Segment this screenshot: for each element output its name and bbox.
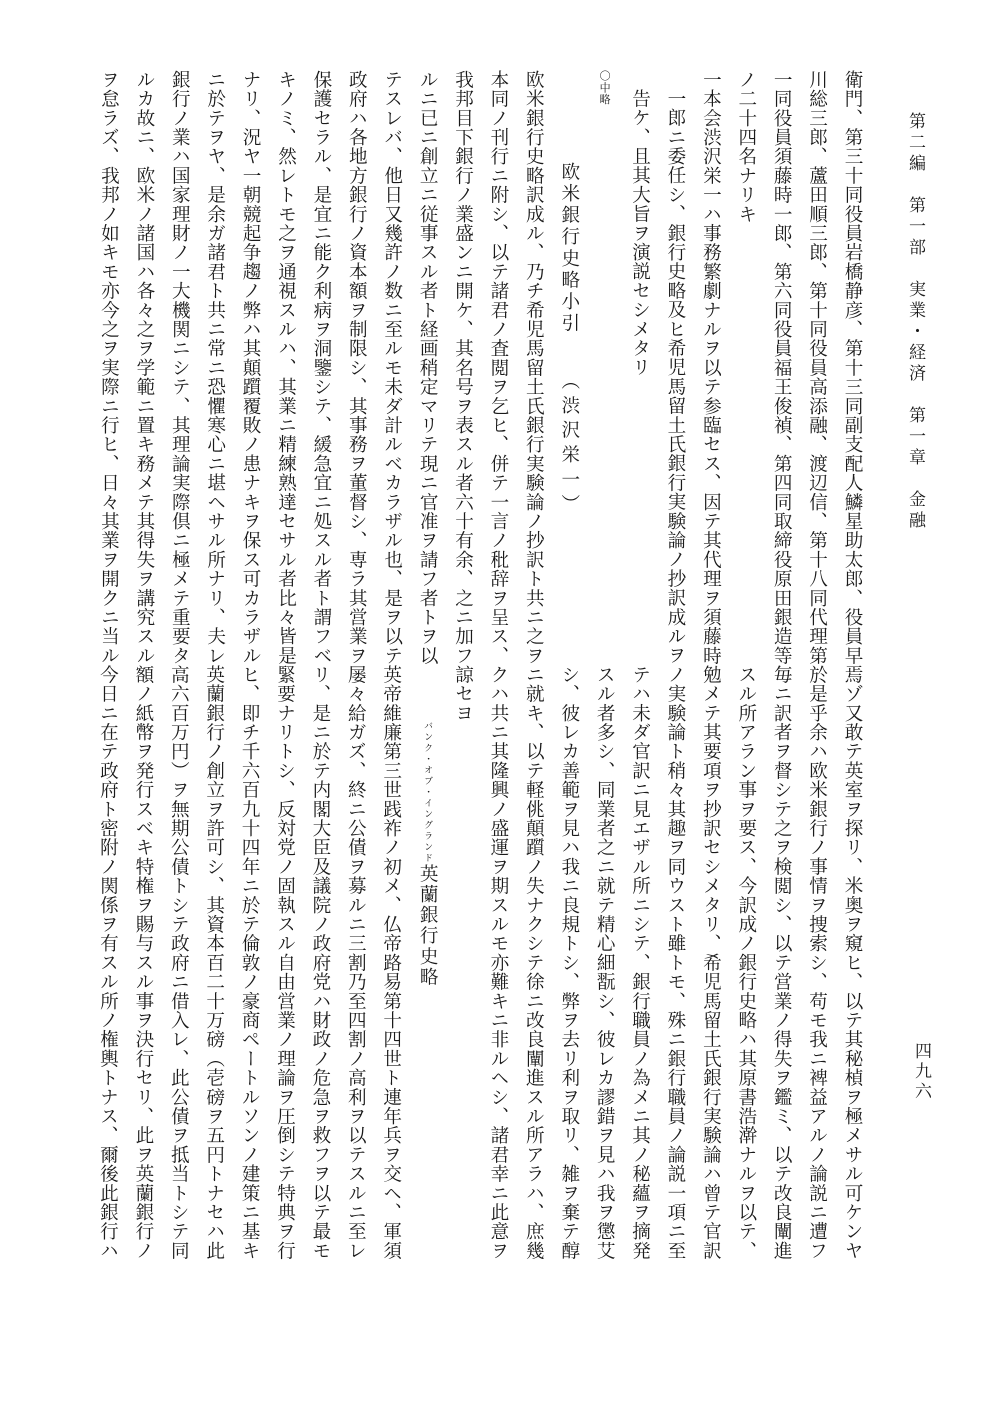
running-header: 第二編 第一部 実業・経済 第一章 金融: [905, 112, 925, 532]
column-text: 我邦目下銀行ノ業盛ンニ開ケ、其名号ヲ表スル者六十有余、之ニ加フ: [452, 70, 474, 666]
column-text: 毎ニ訳者ヲ督シテ之ヲ検閲シ、以テ営業ノ得失ヲ鑑ミ、以テ改良闡進: [771, 665, 793, 1261]
upper-column: [233, 70, 268, 666]
column-text: ルニ已ニ創立ニ従事スル者ト経画稍定マリテ現ニ官准ヲ請フ者トヲ以: [417, 70, 439, 666]
column-text: 欧米銀行史略訳成ル、乃チ希児馬留土氏銀行実験論ノ抄訳ト共ニ之ヲ: [523, 70, 545, 666]
lower-column: [196, 665, 231, 1261]
upper-column: [799, 70, 834, 666]
lower-column: [90, 665, 125, 1261]
section-author: （渋沢栄一）: [558, 370, 580, 519]
upper-column: [658, 70, 693, 665]
column-text: 屡々給ガズ、終ニ公債ヲ募ルニ三割乃至四割ノ高利ヲ以テスルニ至レ: [345, 665, 367, 1261]
lower-column: [303, 665, 338, 1261]
upper-column: [197, 70, 232, 666]
column-text: 一同役員須藤時一郎、第六同役員福王俊禎、第四同取締役原田銀造等: [771, 70, 793, 666]
lower-column: [658, 665, 693, 1261]
column-text: 緊要ナリトシ、反対党ノ固執スル自由営業ノ理論ヲ圧倒シテ特典ヲ行: [274, 665, 296, 1261]
column-text: 一郎ニ委任シ、銀行史略及ヒ希児馬留土氏銀行実験論ノ抄訳成ルヲ: [664, 89, 686, 665]
column-text: 額ノ紙幣ヲ発行スベキ特権ヲ賜与スル事ヲ決行セリ、此ヲ英蘭銀行ノ: [132, 665, 154, 1261]
page-number: 四九六: [911, 1042, 931, 1102]
lower-column: [161, 665, 196, 1261]
column-text: 保護セラル、是宜ニ能ク利病ヲ洞鑒シテ、緩急宜ニ処スル者ト謂フベ: [310, 70, 332, 666]
lower-column: [481, 665, 516, 1261]
column-text: ノ二十四名ナリキ: [735, 70, 757, 224]
column-text: ニ就キ、以テ軽佻顛躓ノ失ナクシテ徐ニ改良闡進スル所アラハ、庶幾: [523, 665, 545, 1261]
furigana-ruby: バンク・オブ・イングランド: [422, 721, 433, 864]
upper-column: [268, 70, 303, 666]
lower-column: [799, 665, 834, 1261]
column-text: テハ未ダ官訳ニ見エザル所ニシテ、銀行職員ノ為メニ其ノ秘蘊ヲ摘発: [629, 665, 651, 1261]
omission-note: 〇中略: [598, 70, 612, 105]
column-text: 川総三郎、蘆田順三郎、第十同役員高添融、渡辺信、第十八同代理第: [806, 70, 828, 666]
lower-column: [728, 665, 763, 1261]
column-text: ヒ、即チ千六百九十四年ニ於テ倫敦ノ豪商ペートルソンノ建策ニ基キ: [239, 665, 261, 1261]
column-text: キノミ、然レトモ之ヲ通視スルハ、其業ニ精練熟達セサル者比々皆是: [275, 70, 297, 666]
lower-column: [232, 665, 267, 1261]
lower-column: [267, 665, 302, 1261]
upper-column: [728, 70, 763, 650]
upper-column: [162, 70, 197, 666]
lower-column: [373, 665, 408, 1261]
upper-column: [764, 70, 799, 666]
lower-column: [409, 665, 445, 1205]
column-text: ルカ故ニ、欧米ノ諸国ハ各々之ヲ学範ニ置キ務メテ其得失ヲ講究スル: [133, 70, 155, 666]
lower-column: [338, 665, 373, 1261]
lower-column: [587, 665, 622, 1261]
column-text: 銀行ノ業ハ国家理財ノ一大機関ニシテ、其理論実際倶ニ極メテ重要タ: [169, 70, 191, 666]
column-text: 諒セヨ: [452, 665, 474, 723]
column-text: 本同ノ刊行ニ附シ、以テ諸君ノ査閲ヲ乞ヒ、併テ一言ノ秕辞ヲ呈ス、: [487, 70, 509, 666]
section-title: 英蘭銀行史略: [417, 864, 439, 988]
upper-column: [339, 70, 374, 666]
upper-column: [693, 70, 728, 666]
column-text: ニ於テヲヤ、是余ガ諸君ト共ニ常ニ恐懼寒心ニ堪ヘサル所ナリ、夫レ: [204, 70, 226, 666]
lower-column: [445, 665, 480, 1205]
lower-column: [693, 665, 728, 1261]
text-block-lower: [50, 665, 870, 1261]
column-text: 焉ゾ又敢テ英室ヲ探リ、米奥ヲ窺ヒ、以テ其秘楨ヲ極メサル可ケンヤ: [842, 665, 863, 1261]
upper-column: [516, 70, 551, 666]
lower-column: [516, 665, 551, 1261]
column-text: ノ実験論ト稍々其趣ヲ同ウスト雖トモ、殊ニ銀行職員ノ論説一項ニ至: [664, 665, 686, 1261]
upper-column: [91, 70, 126, 666]
upper-column: [481, 70, 516, 666]
column-text: 政府ハ各地方銀行ノ資本額ヲ制限シ、其事務ヲ董督シ、専ラ其営業ヲ: [346, 70, 368, 666]
lower-column: [551, 665, 586, 1261]
upper-column: [410, 70, 445, 666]
column-text: 於是乎余ハ欧米銀行ノ事情ヲ捜索シ、苟モ我ニ裨益アルノ論説ニ遭フ: [806, 665, 828, 1261]
column-text: 勉メテ其要項ヲ抄訳セシメタリ、希児馬留土氏銀行実験論ハ曾テ官訳: [700, 665, 722, 1261]
column-text: テスレバ、他日又幾許ノ数ニ至ルモ未ダ計ルベカラザル也、是ヲ以テ: [381, 70, 403, 666]
column-text: シ、彼レカ善範ヲ見ハ我ニ良規トシ、弊ヲ去リ利ヲ取リ、雑ヲ棄テ醇: [558, 665, 580, 1261]
upper-column: [304, 70, 339, 666]
column-text: 告ケ、且其大旨ヲ演説セシメタリ: [629, 89, 651, 377]
lower-column: [622, 665, 657, 1261]
upper-column: [551, 70, 586, 650]
column-text: クハ共ニ其隆興ノ盛運ヲ期スルモ亦難キニ非ルヘシ、諸君幸ニ此意ヲ: [487, 665, 509, 1261]
upper-column: [622, 70, 657, 650]
upper-column: [587, 70, 622, 650]
lower-column: [835, 665, 870, 1261]
upper-column: [835, 70, 870, 666]
column-text: 高六百万円）ヲ無期公債トシテ政府ニ借入レ、此公債ヲ抵当トシテ同: [168, 665, 190, 1261]
column-text: ナリ、況ヤ一朝競起争趨ノ弊ハ其顛躓覆敗ノ患ナキヲ保ス可カラザル: [240, 70, 262, 666]
section-title: 欧米銀行史略小引: [558, 162, 580, 335]
column-text: 衛門、第三十同役員岩橋静彦、第十三同副支配人鱗星助太郎、役員早: [842, 70, 863, 666]
column-text: 英蘭銀行ノ創立ヲ許可シ、其資本百二十万磅（壱磅ヲ五円トナセハ此: [203, 665, 225, 1261]
upper-column: [445, 70, 480, 666]
lower-column: [764, 665, 799, 1261]
lower-column: [125, 665, 160, 1261]
upper-column: [126, 70, 161, 666]
text-block-upper: [50, 70, 870, 666]
column-text: 英帝維廉第三世践祚ノ初メ、仏帝路易第十四世ト連年兵ヲ交ヘ、軍須: [380, 665, 402, 1261]
column-text: スル者多シ、同業者之ニ就テ精心細翫シ、彼レカ謬錯ヲ見ハ我ヲ懲艾: [594, 665, 616, 1261]
column-text: ヲ怠ラズ、我邦ノ如キモ亦今之ヲ実際ニ行ヒ、日々其業ヲ開クニ当ル: [98, 70, 120, 666]
upper-column: [374, 70, 409, 666]
column-text: 今日ニ在テ政府ト密附ノ関係ヲ有スル所ノ権輿トナス、爾後此銀行ハ: [97, 665, 119, 1261]
column-text: スル所アラン事ヲ要ス、今訳成ノ銀行史略ハ其原書浩澣ナルヲ以テ、: [735, 665, 757, 1261]
column-text: リ、是ニ於テ内閣大臣及議院ノ政府党ハ財政ノ危急ヲ救フヲ以テ最モ: [309, 665, 331, 1261]
column-text: 一本会渋沢栄一ハ事務繁劇ナルヲ以テ参臨セス、因テ其代理ヲ須藤時: [700, 70, 722, 666]
